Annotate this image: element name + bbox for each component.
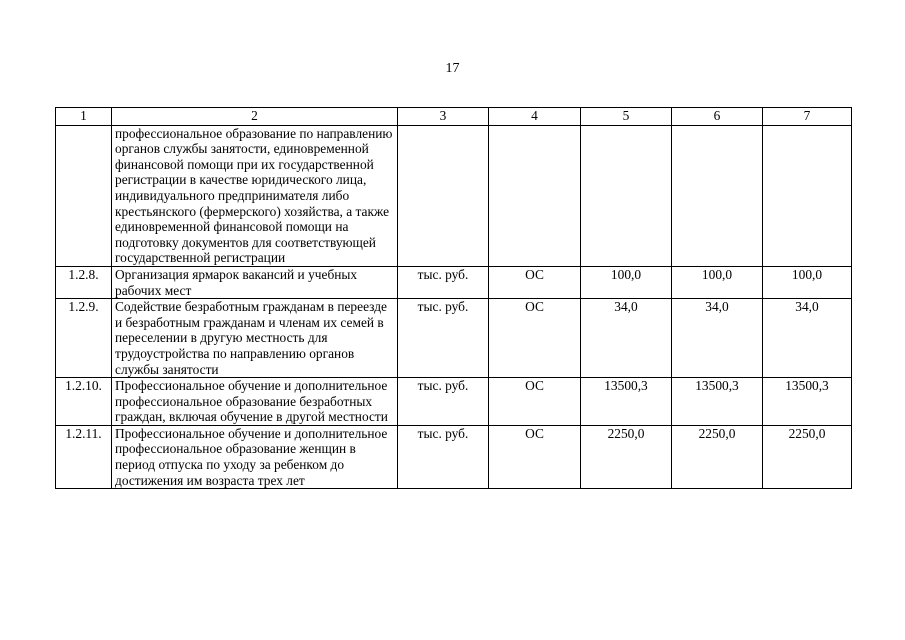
program-table [55, 107, 852, 489]
table-row [56, 378, 852, 426]
row-description-cell: профессиональное образование по направлению органов службы занятости, единовременной финансовой помощи при их государственной регистрации в качестве юридического лица, индивидуального предпринимателя либо крестьянского (фермерского) хозяйства, а также единовременной финансовой помощи на подготовку документов для соответствующей государственной регистрации [112, 125, 398, 266]
row-source-cell [489, 125, 581, 266]
row-description-cell: Профессиональное обучение и дополнительное профессиональное образование женщин в период отпуска по уходу за ребенком до достижения им возраста трех лет [112, 425, 398, 488]
row-value-cell: 34,0 [672, 299, 763, 378]
table-row-continuation [56, 125, 852, 266]
row-number-cell: 1.2.9. [56, 299, 112, 378]
row-value-cell: 100,0 [763, 266, 852, 298]
row-value-cell [581, 125, 672, 266]
row-unit-cell: тыс. руб. [398, 425, 489, 488]
row-value-cell: 100,0 [581, 266, 672, 298]
column-header: 3 [398, 108, 489, 126]
row-value-cell: 100,0 [672, 266, 763, 298]
page-number: 17 [445, 61, 460, 76]
row-source-cell: ОС [489, 299, 581, 378]
row-number-cell: 1.2.10. [56, 378, 112, 426]
row-number-cell: 1.2.8. [56, 266, 112, 298]
row-unit-cell: тыс. руб. [398, 378, 489, 426]
row-unit-cell: тыс. руб. [398, 266, 489, 298]
row-value-cell [672, 125, 763, 266]
row-description-cell: Профессиональное обучение и дополнительное профессиональное образование безработных граждан, включая обучение в другой местности [112, 378, 398, 426]
column-header: 1 [56, 108, 112, 126]
row-value-cell: 13500,3 [672, 378, 763, 426]
row-value-cell: 2250,0 [763, 425, 852, 488]
row-value-cell: 2250,0 [672, 425, 763, 488]
row-value-cell: 13500,3 [581, 378, 672, 426]
row-description-cell: Организация ярмарок вакансий и учебных рабочих мест [112, 266, 398, 298]
row-value-cell: 2250,0 [581, 425, 672, 488]
row-value-cell: 13500,3 [763, 378, 852, 426]
row-value-cell: 34,0 [581, 299, 672, 378]
row-value-cell: 34,0 [763, 299, 852, 378]
column-header: 4 [489, 108, 581, 126]
row-source-cell: ОС [489, 378, 581, 426]
table-row [56, 299, 852, 378]
row-number-cell [56, 125, 112, 266]
row-value-cell [763, 125, 852, 266]
row-source-cell: ОС [489, 266, 581, 298]
row-unit-cell: тыс. руб. [398, 299, 489, 378]
row-description-cell: Содействие безработным гражданам в переезде и безработным гражданам и членам их семей в переселении в другую местность для трудоустройства по направлению органов службы занятости [112, 299, 398, 378]
column-header: 2 [112, 108, 398, 126]
row-number-cell: 1.2.11. [56, 425, 112, 488]
row-source-cell: ОС [489, 425, 581, 488]
column-header: 6 [672, 108, 763, 126]
table-row [56, 266, 852, 298]
table-row [56, 425, 852, 488]
column-header: 5 [581, 108, 672, 126]
column-header: 7 [763, 108, 852, 126]
column-number-header-row [56, 108, 852, 126]
row-unit-cell [398, 125, 489, 266]
